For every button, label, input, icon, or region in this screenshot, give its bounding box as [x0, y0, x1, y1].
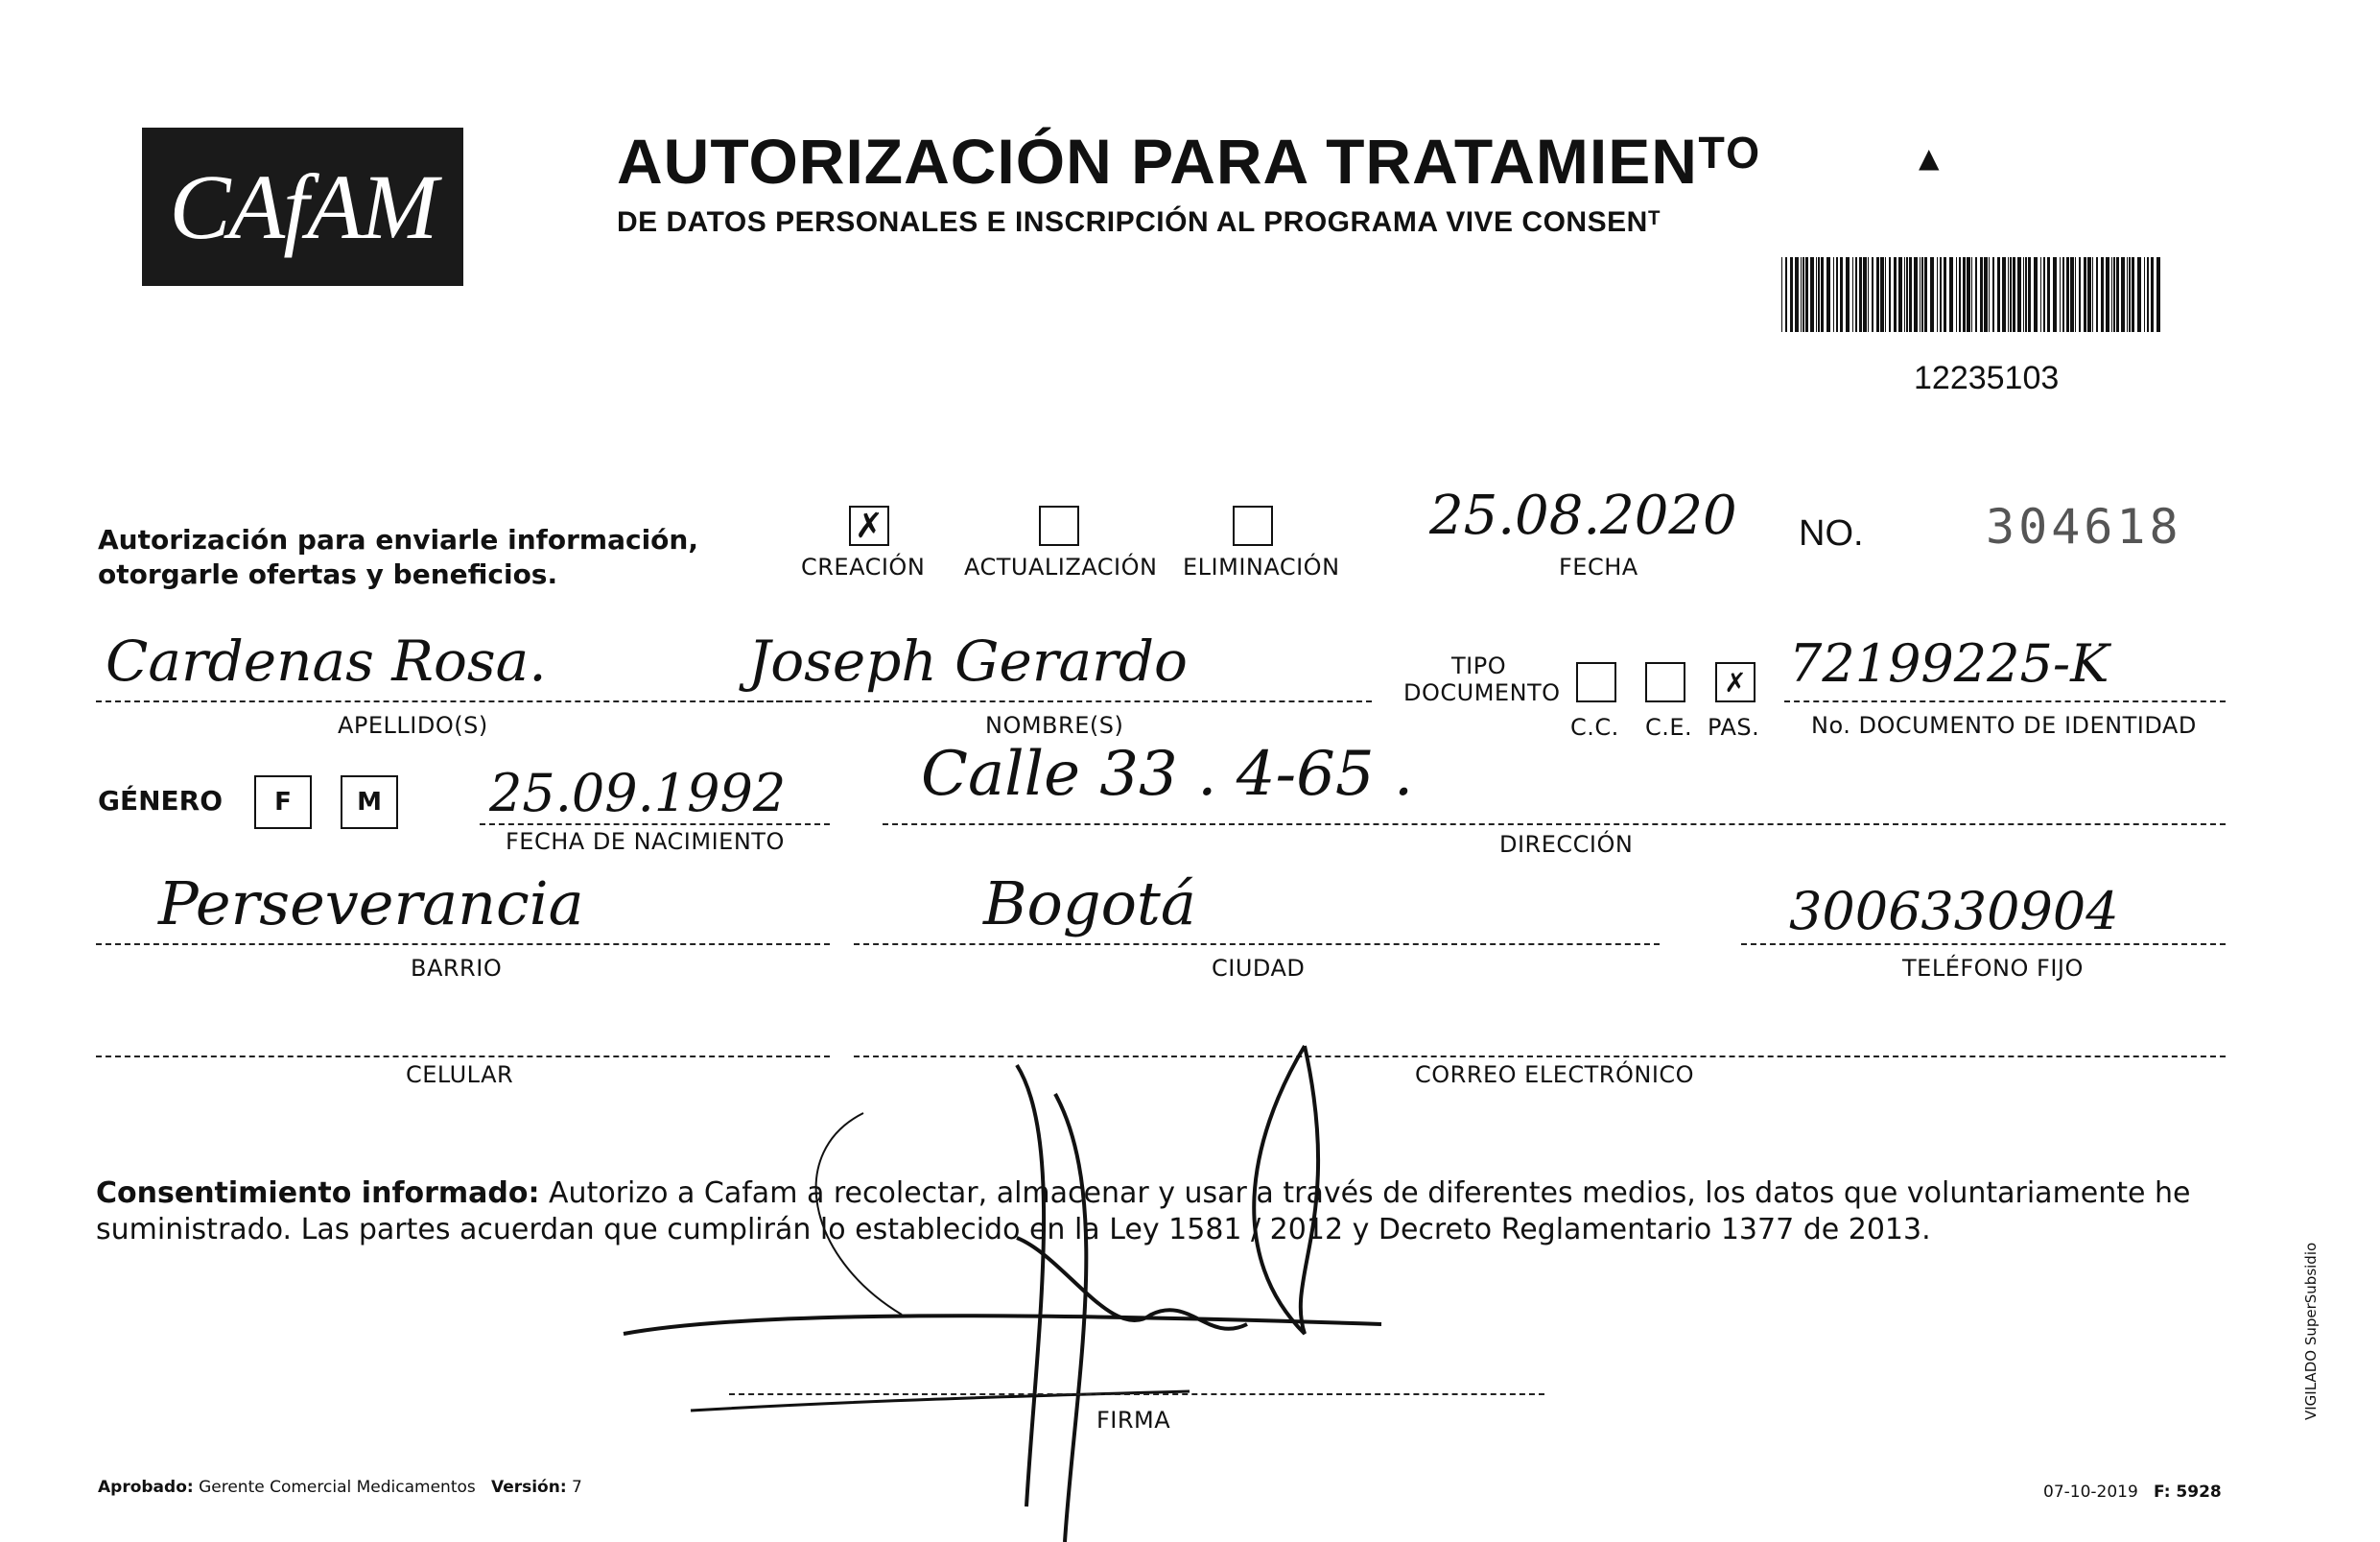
- footer-date: 07-10-2019: [2043, 1483, 2138, 1502]
- checkbox-eliminacion[interactable]: [1233, 506, 1273, 546]
- checkbox-pas[interactable]: [1715, 662, 1756, 702]
- label-actualizacion: ACTUALIZACIÓN: [964, 554, 1158, 581]
- label-ce: C.E.: [1645, 714, 1693, 741]
- form-code: F: 5928: [2154, 1483, 2222, 1502]
- genero-label: GÉNERO: [98, 785, 224, 817]
- barrio-line: [96, 943, 830, 945]
- fecha-label: FECHA: [1559, 554, 1638, 581]
- vigilado-mark: VIGILADO SuperSubsidio: [2302, 1242, 2320, 1420]
- no-value: 304618: [1986, 499, 2182, 555]
- logo-text: CAfAM: [169, 155, 436, 258]
- celular-label: CELULAR: [406, 1061, 514, 1088]
- authorization-text-line2: otorgarle ofertas y beneficios.: [98, 558, 558, 590]
- fecha-nacimiento-line: [480, 823, 830, 825]
- signature-label: FIRMA: [1096, 1407, 1171, 1434]
- barcode: [1781, 257, 2165, 332]
- form-subtitle: DE DATOS PERSONALES E INSCRIPCIÓN AL PROGRAMA VIVE CONSENᵀ: [617, 206, 1661, 238]
- label-pas: PAS.: [1708, 714, 1760, 741]
- consent-title: Consentimiento informado:: [96, 1176, 540, 1210]
- ciudad-label: CIUDAD: [1212, 955, 1306, 982]
- telefono-value[interactable]: 3006330904: [1789, 881, 2119, 941]
- barcode-number: 12235103: [1914, 360, 2060, 396]
- label-creacion: CREACIÓN: [801, 554, 926, 581]
- apellidos-value[interactable]: Cardenas Rosa.: [106, 629, 547, 694]
- check-mark-icon: ✗: [1724, 666, 1747, 699]
- telefono-label: TELÉFONO FIJO: [1902, 955, 2084, 982]
- cafam-logo: [142, 128, 463, 286]
- aprobado-label: Aprobado:: [98, 1478, 194, 1497]
- tipo-documento-label-2: DOCUMENTO: [1403, 679, 1561, 706]
- genero-m-label: M: [357, 788, 382, 817]
- direccion-value[interactable]: Calle 33 . 4-65 .: [921, 739, 1414, 810]
- genero-m-box[interactable]: [341, 775, 398, 829]
- barrio-label: BARRIO: [411, 955, 503, 982]
- nombre-value[interactable]: Joseph Gerardo: [748, 629, 1188, 694]
- authorization-text: [98, 523, 698, 592]
- genero-f-box[interactable]: [254, 775, 312, 829]
- checkbox-ce[interactable]: [1645, 662, 1685, 702]
- correo-label: CORREO ELECTRÓNICO: [1415, 1061, 1695, 1088]
- scan-mark: ▲: [1919, 142, 1940, 174]
- ciudad-line: [854, 943, 1660, 945]
- footer-codes: [2043, 1483, 2222, 1502]
- signature-drawing: [614, 1027, 1401, 1542]
- checkbox-actualizacion[interactable]: [1039, 506, 1079, 546]
- apellidos-line: [96, 700, 811, 702]
- label-cc: C.C.: [1570, 714, 1619, 741]
- fecha-value[interactable]: 25.08.2020: [1429, 485, 1737, 547]
- checkbox-cc[interactable]: [1576, 662, 1616, 702]
- version-value: 7: [572, 1478, 582, 1497]
- authorization-text-line1: Autorización para enviarle información,: [98, 524, 698, 556]
- no-label: NO.: [1799, 513, 1864, 554]
- fecha-nacimiento-value[interactable]: 25.09.1992: [489, 763, 787, 823]
- version-label: Versión:: [490, 1478, 567, 1497]
- nombre-line: [729, 700, 1372, 702]
- tipo-documento-label-1: TIPO: [1451, 652, 1507, 679]
- consent-text: Autorizo a Cafam a recolectar, almacenar y usar a través de diferentes medios, los datos que voluntariamente he suministrado. Las partes acuerdan que cumplirán lo establecido en la Ley 1581 / 2012 y Decreto Reglamentario 1377 de 2013.: [96, 1176, 2191, 1246]
- apellidos-label: APELLIDO(S): [338, 712, 488, 739]
- checkbox-creacion[interactable]: [849, 506, 889, 546]
- barrio-value[interactable]: Perseverancia: [158, 868, 584, 938]
- signature-line: [729, 1393, 1544, 1395]
- genero-f-label: F: [274, 788, 292, 817]
- check-mark-icon: ✗: [854, 506, 884, 546]
- doc-number-label: No. DOCUMENTO DE IDENTIDAD: [1811, 712, 2197, 739]
- direccion-label: DIRECCIÓN: [1499, 831, 1634, 858]
- form-title: AUTORIZACIÓN PARA TRATAMIENᵀᴼ: [617, 126, 1760, 197]
- label-eliminacion: ELIMINACIÓN: [1183, 554, 1340, 581]
- nombre-label: NOMBRE(S): [985, 712, 1124, 739]
- ciudad-value[interactable]: Bogotá: [983, 868, 1196, 938]
- doc-number-value[interactable]: 72199225-K: [1789, 633, 2109, 694]
- telefono-line: [1741, 943, 2226, 945]
- fecha-nacimiento-label: FECHA DE NACIMIENTO: [506, 828, 785, 855]
- aprobado-value: Gerente Comercial Medicamentos: [199, 1478, 476, 1497]
- footer-approval: [98, 1478, 582, 1497]
- direccion-line: [883, 823, 2226, 825]
- doc-number-line: [1784, 700, 2226, 702]
